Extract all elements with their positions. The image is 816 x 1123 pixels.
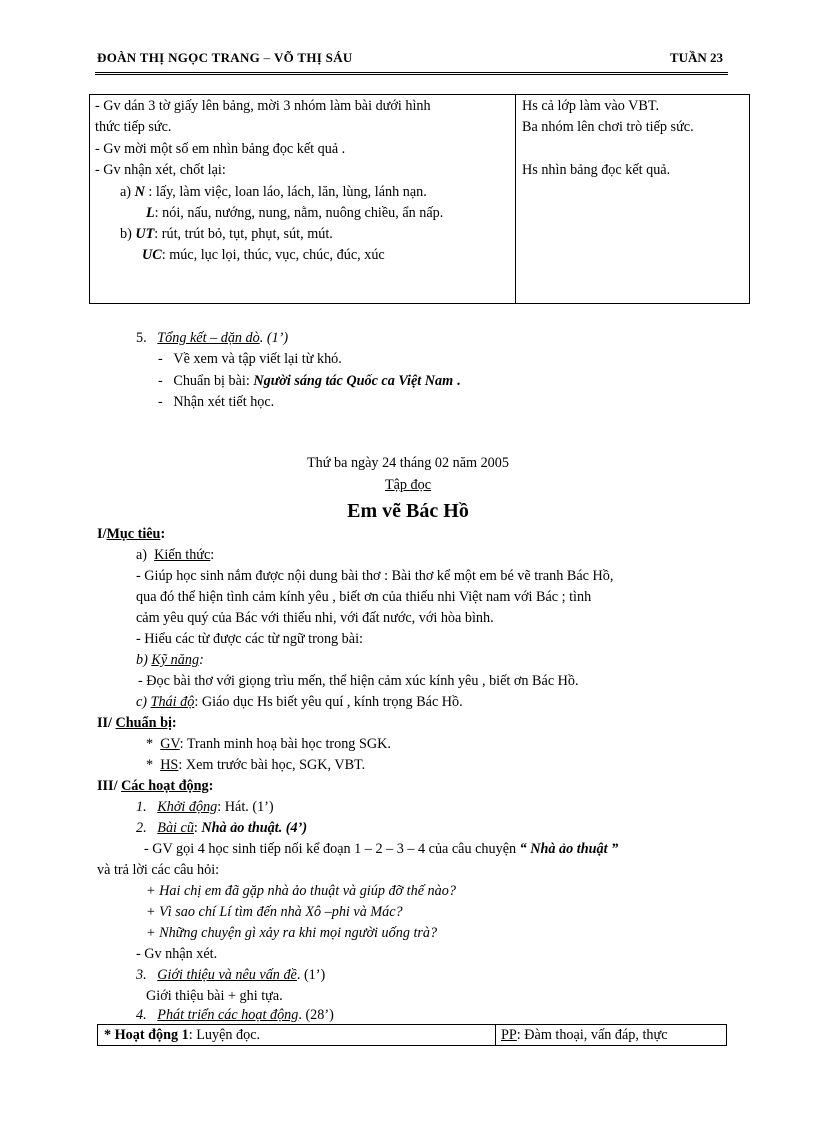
- table-right-line-1: Hs cả lớp làm vào VBT.: [522, 98, 660, 114]
- section-5-title: Tổng kết – dặn dò: [157, 330, 260, 346]
- part-2-gv-label: GV: [160, 736, 180, 752]
- question-2: + Vì sao chí Lí tìm đến nhà Xô –phi và Mác?: [146, 904, 403, 920]
- part-3-title: Các hoạt động: [121, 778, 209, 794]
- table-left-line-1: - Gv dán 3 tờ giấy lên bảng, mời 3 nhóm làm bài dưới hình: [95, 98, 431, 114]
- part-2-gv: * GV: Tranh minh hoạ bài học trong SGK.: [146, 736, 391, 752]
- part-2-hs: * HS: Xem trước bài học, SGK, VBT.: [146, 757, 366, 773]
- part-1-a-line-4: - Hiểu các từ được các từ ngữ trong bài:: [136, 631, 363, 647]
- answer-a-prefix: a): [120, 184, 132, 200]
- header-sep: –: [260, 50, 274, 65]
- step-2-colon: :: [193, 820, 202, 836]
- part-3-num: III/: [97, 778, 118, 794]
- step-2-title: Bài cũ: [157, 820, 194, 836]
- part-3-heading: [97, 777, 213, 796]
- table-left-line-3: - Gv mời một số em nhìn bảng đọc kết quả .: [95, 141, 346, 157]
- part-2-hs-label: HS: [160, 757, 179, 773]
- part-1-c-label: c): [136, 694, 148, 710]
- part-1-a-label: a): [136, 547, 148, 563]
- table-column-divider: [515, 94, 516, 304]
- section-5-item-1-text: Về xem và tập viết lại từ khó.: [173, 351, 342, 367]
- subject-label: Tập đọc: [384, 477, 432, 493]
- step-2-gv-line-2: và trả lời các câu hỏi:: [97, 862, 220, 878]
- date-line: Thứ ba ngày 24 tháng 02 năm 2005: [307, 455, 509, 471]
- section-5-heading: [136, 329, 288, 348]
- question-1: + Hai chị em đã gặp nhà ảo thuật và giúp đỡ thế nào?: [146, 883, 456, 899]
- section-5-prep-suffix: .: [453, 373, 461, 389]
- part-1-c-line: [136, 693, 463, 712]
- part-1-b-heading: [136, 651, 204, 670]
- section-5-item-2: - Chuẩn bị bài: Người sáng tác Quốc ca Việt Nam .: [158, 373, 461, 389]
- part-3-colon: :: [208, 778, 214, 794]
- lesson-title: Em vẽ Bác Hồ: [347, 500, 469, 522]
- step-1-num: 1.: [136, 799, 147, 815]
- method-label: PP: [501, 1027, 517, 1043]
- activity-1-text: : Luyện đọc.: [188, 1027, 261, 1043]
- answer-b-prefix: b): [120, 226, 132, 242]
- step-2-story-title: “ Nhà ảo thuật ”: [519, 841, 619, 857]
- bottom-table-divider: [495, 1024, 496, 1046]
- method-cell: [501, 1026, 668, 1045]
- header-rule: [95, 72, 728, 75]
- header-name: ĐOÀN THỊ NGỌC TRANG: [97, 50, 261, 65]
- step-2-gv-line-1-text: - GV gọi 4 học sinh tiếp nối kể đoạn 1 – 2 – 3 – 4 của câu chuyện: [144, 841, 520, 857]
- step-4-title: Phát triển các hoạt động: [157, 1007, 299, 1023]
- section-5-prep-prefix: Chuẩn bị bài:: [173, 373, 254, 389]
- part-2-num: II/: [97, 715, 112, 731]
- question-3: + Những chuyện gì xảy ra khi mọi người uống trà?: [146, 925, 438, 941]
- part-1-b-label: b): [136, 652, 148, 668]
- part-1-c-text: : Giáo dục Hs biết yêu quí , kính trọng Bác Hồ.: [194, 694, 463, 710]
- step-2-remark: - Gv nhận xét.: [136, 946, 218, 962]
- table-right-line-3: Hs nhìn bảng đọc kết quả.: [522, 162, 671, 178]
- section-5-num: 5.: [136, 330, 147, 346]
- part-1-a-heading: [136, 546, 214, 565]
- step-3-num: 3.: [136, 967, 147, 983]
- section-5-item-1: - Về xem và tập viết lại từ khó.: [158, 351, 342, 367]
- answer-b-ut: [120, 225, 333, 244]
- section-5-item-3: - Nhận xét tiết học.: [158, 394, 275, 410]
- answer-a-n-text: : lấy, làm việc, loan láo, lách, lăn, lùng, lánh nạn.: [144, 184, 427, 200]
- answer-b-ut-label: UT: [135, 226, 155, 242]
- step-2-num: 2.: [136, 820, 147, 836]
- answer-b-uc-text: : múc, lục lọi, thúc, vục, chúc, đúc, xúc: [161, 247, 385, 263]
- part-2-gv-text: : Tranh minh hoạ bài học trong SGK.: [179, 736, 391, 752]
- part-1-b-colon: :: [199, 652, 204, 668]
- step-3-title: Giới thiệu và nêu vấn đề: [157, 967, 297, 983]
- part-2-heading: [97, 714, 177, 733]
- answer-b-ut-text: : rút, trút bỏ, tụt, phụt, sút, mút.: [154, 226, 333, 242]
- step-1-title: Khởi động: [157, 799, 218, 815]
- step-3-text: Giới thiệu bài + ghi tựa.: [146, 988, 283, 1004]
- answer-a-l-label: L: [146, 205, 155, 221]
- table-left-line-2: thức tiếp sức.: [95, 119, 172, 135]
- part-2-colon: :: [171, 715, 177, 731]
- step-3: [136, 966, 325, 985]
- answer-a-n: [120, 183, 427, 202]
- step-2: [136, 819, 307, 838]
- answer-b-uc-label: UC: [142, 247, 162, 263]
- part-1-c-title: Thái độ: [150, 694, 195, 710]
- step-4-num: 4.: [136, 1007, 147, 1023]
- activity-1-label: Hoạt động 1: [114, 1027, 189, 1043]
- section-5-prep-title: Người sáng tác Quốc ca Việt Nam: [253, 373, 454, 389]
- step-2-gv-line-1: [144, 840, 618, 859]
- step-3-time: . (1’): [296, 967, 326, 983]
- part-1-title: Mục tiêu: [106, 526, 161, 542]
- answer-b-uc: [142, 246, 385, 265]
- header-school: VÕ THỊ SÁU: [273, 50, 353, 65]
- part-1-a-colon: :: [210, 547, 215, 563]
- table-left-line-4: - Gv nhận xét, chốt lại:: [95, 162, 226, 178]
- part-2-title: Chuẩn bị: [115, 715, 172, 731]
- step-1-text: : Hát. (1’): [217, 799, 274, 815]
- part-1-a-line-2: qua đó thể hiện tình cảm kính yêu , biết ơn của thiếu nhi Việt nam với Bác ; tình: [136, 589, 592, 605]
- part-1-colon: :: [160, 526, 166, 542]
- part-1-a-line-1: - Giúp học sinh nắm được nội dung bài thơ : Bài thơ kể một em bé vẽ tranh Bác Hồ,: [136, 568, 614, 584]
- part-1-a-line-3: cảm yêu quý của Bác với thiếu nhi, với đất nước, với hòa bình.: [136, 610, 494, 626]
- part-1-a-title: Kiến thức: [154, 547, 211, 563]
- section-5-time: . (1’): [259, 330, 289, 346]
- header-author: [97, 50, 353, 66]
- part-1-b-line: - Đọc bài thơ với giọng trìu mến, thể hiện cảm xúc kính yêu , biết ơn Bác Hồ.: [138, 673, 579, 689]
- answer-a-l-text: : nói, nấu, nướng, nung, nằm, nuông chiều, ẩn nấp.: [154, 205, 444, 221]
- step-4-time: . (28’): [298, 1007, 334, 1023]
- table-right-line-2: Ba nhóm lên chơi trò tiếp sức.: [522, 119, 694, 135]
- part-1-b-title: Kỹ năng: [151, 652, 200, 668]
- step-2-text: Nhà ảo thuật. (4’): [201, 820, 308, 836]
- activity-1-cell: [104, 1026, 260, 1045]
- header-week: TUẦN 23: [669, 50, 723, 65]
- step-4: [136, 1006, 334, 1025]
- activity-1-star: *: [104, 1027, 115, 1043]
- part-1-num: I/: [97, 526, 107, 542]
- section-5-item-3-text: Nhận xét tiết học.: [173, 394, 275, 410]
- part-2-hs-text: : Xem trước bài học, SGK, VBT.: [178, 757, 366, 773]
- answer-a-n-label: N: [134, 184, 145, 200]
- answer-a-l: [146, 204, 443, 223]
- step-1: [136, 798, 274, 817]
- method-text: : Đàm thoại, vấn đáp, thực: [516, 1027, 668, 1043]
- part-1-heading: [97, 525, 165, 544]
